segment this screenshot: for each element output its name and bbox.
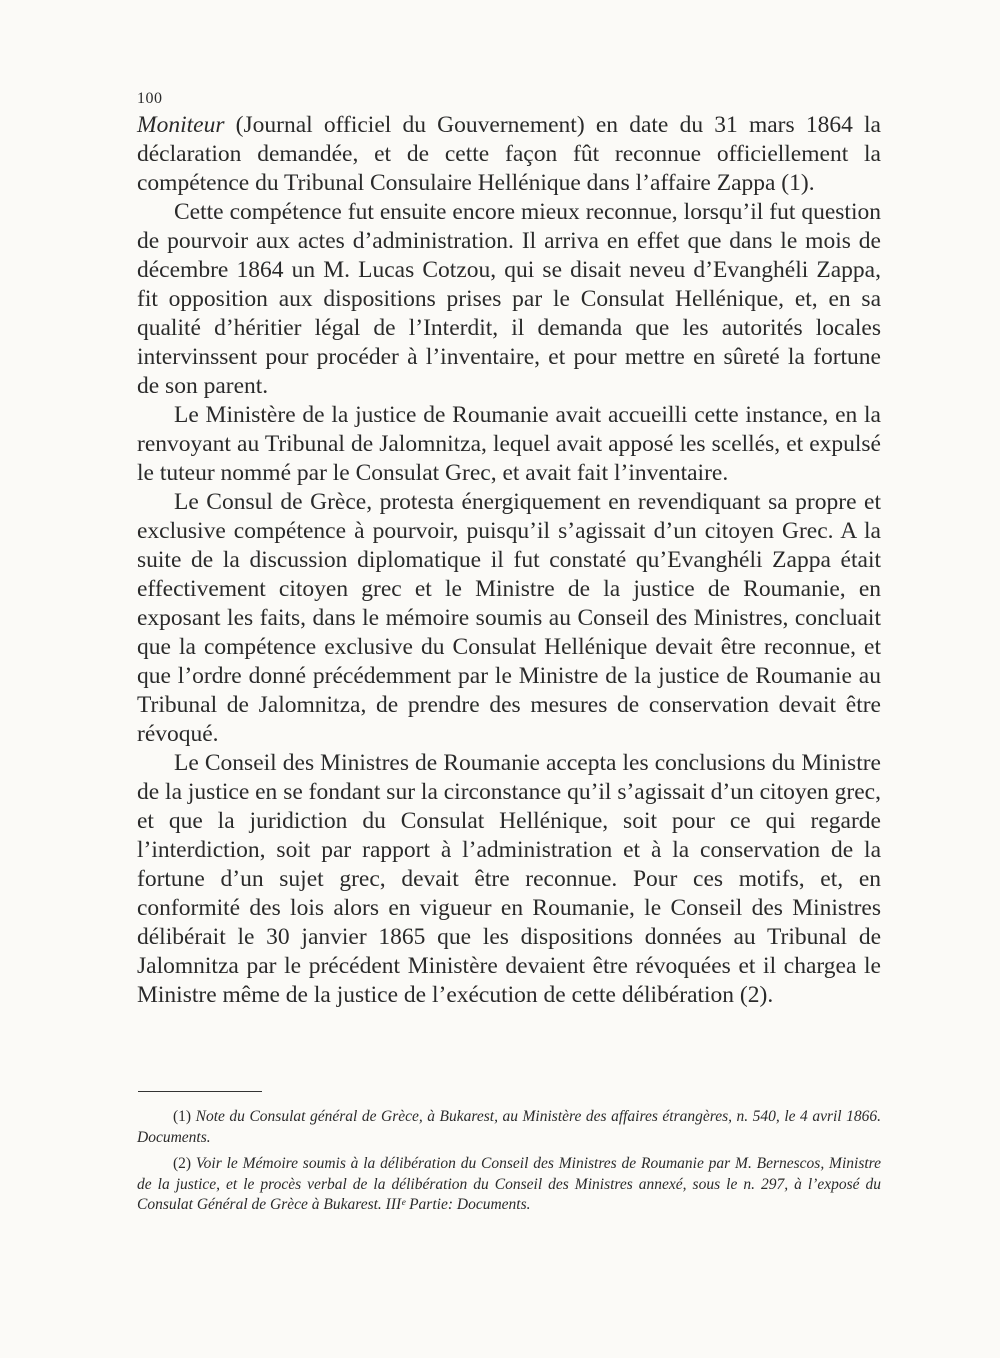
footnote-separator	[138, 1091, 262, 1092]
paragraph-3: Le Ministère de la justice de Roumanie avait accueilli cette instance, en la renvoyant au Tribunal de Jalomnitza, lequel avait apposé les scellés, et expulsé le tuteur nommé par le Consulat Grec, et avait fait l’inventaire.	[137, 402, 881, 486]
paragraph-2: Cette compétence fut ensuite encore mieux reconnue, lorsqu’il fut question de pourvoir aux actes d’administration. Il arriva en effet que dans le mois de décembre 1864 un M. Lucas Cotzou, qui se disait neveu d’Evanghéli Zappa, fit opposition aux dispositions prises par le Consulat Hellénique, et, en sa qualité d’héritier légal de l’Interdit, il demanda que les autorités locales intervinssent pour procéder à l’inventaire, et pour mettre en sûreté la fortune de son parent.	[137, 199, 881, 399]
page-number: 100	[137, 90, 163, 107]
footnote-2-text: Voir le Mémoire soumis à la délibération du Conseil des Ministres de Roumanie par M. Bernescos, Ministre de la justice, et le procès verbal de la délibération du Conseil des Ministres annexé, sous le n. 297, à l’exposé du Consulat Général de Grèce à Bukarest. IIIᵉ Partie: Documents.	[137, 1155, 881, 1213]
paragraph-1	[137, 111, 881, 198]
paragraph-1-text: (Journal officiel du Gouvernement) en date du 31 mars 1864 la déclaration demandée, et de cette façon fût reconnue officiellement la compétence du Tribunal Consulaire Hellénique dans l’affaire Zappa (1).	[137, 112, 881, 196]
footnote-1	[137, 1107, 881, 1148]
footnote-2	[137, 1154, 881, 1216]
main-text	[137, 111, 881, 1010]
paragraph-4: Le Consul de Grèce, protesta énergiquement en revendiquant sa propre et exclusive compétence à pourvoir, puisqu’il s’agissait d’un citoyen Grec. A la suite de la discussion diplomatique il fut constaté qu’Evanghéli Zappa était effectivement citoyen grec et le Ministre de la justice de Roumanie, en exposant les faits, dans le mémoire soumis au Conseil des Ministres, concluait que la compétence exclusive du Consulat Hellénique devait être reconnue, et que l’ordre donné précédemment par le Ministre de la justice de Roumanie au Tribunal de Jalomnitza, de prendre des mesures de conservation devait être révoqué.	[137, 489, 881, 747]
footnote-1-mark: (1)	[173, 1108, 192, 1125]
paragraph-5: Le Conseil des Ministres de Roumanie accepta les conclusions du Ministre de la justice en se fondant sur la circonstance qu’il s’agissait d’un citoyen grec, et que la juridiction du Consulat Hellénique, soit pour ce qui regarde l’interdiction, soit par rapport à l’administration et à la conservation de la fortune d’un sujet grec, devait être reconnue. Pour ces motifs, et, en conformité des lois alors en vigueur en Roumanie, le Conseil des Ministres délibérait le 30 janvier 1865 que les dispositions données au Tribunal de Jalomnitza par le précédent Ministère devaient être révoquées et il chargea le Ministre même de la justice de l’exécution de cette délibération (2).	[137, 750, 881, 1008]
journal-title: Moniteur	[137, 112, 225, 138]
footnote-1-text: Note du Consulat général de Grèce, à Bukarest, au Ministère des affaires étrangères, n. 540, le 4 avril 1866. Documents.	[137, 1108, 881, 1146]
footnotes	[137, 1107, 881, 1222]
footnote-2-mark: (2)	[173, 1155, 192, 1172]
